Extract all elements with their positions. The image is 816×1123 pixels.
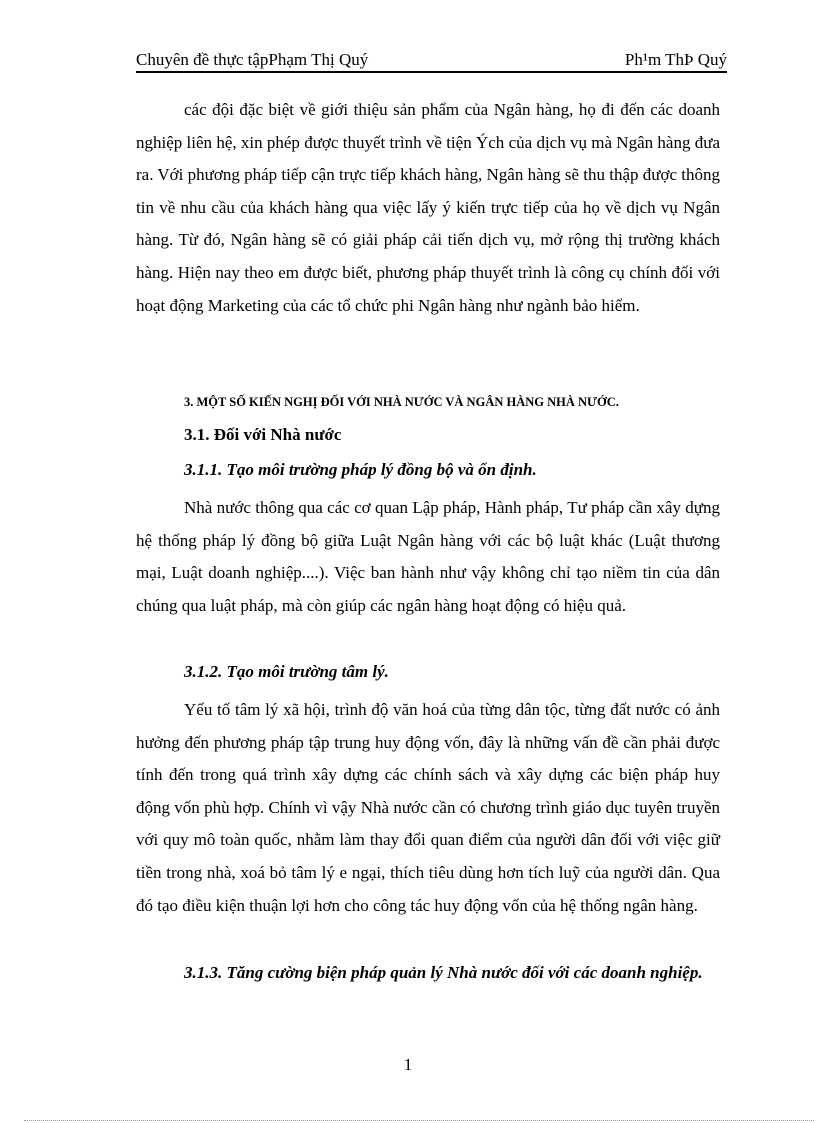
subsection-heading-3-1: 3.1. Đối với Nhà nước — [184, 425, 342, 444]
paragraph-marketing: các đội đặc biệt về giới thiệu sản phẩm của Ngân hàng, họ đi đến các doanh nghiệp liên hệ, xin phép được thuyết trình về tiện Ých của dịch vụ mà Ngân hàng đưa ra. Với phương pháp tiếp cận trực tiếp khách hàng, Ngân hàng sẽ thu thập được thông tin về nhu cầu của khách hàng qua việc lấy ý kiến trực tiếp của họ về dịch vụ Ngân hàng. Từ đó, Ngân hàng sẽ có giải pháp cải tiến dịch vụ, mở rộng thị trường khách hàng. Hiện nay theo em được biết, phương pháp thuyết trình là công cụ chính đối với hoạt động Marketing của các tổ chức phi Ngân hàng như ngành bảo hiểm. — [136, 100, 720, 315]
paragraph-psychology: Yếu tố tâm lý xã hội, trình độ văn hoá của từng dân tộc, từng đất nước có ảnh hưởng đến phương pháp tập trung huy động vốn, đây là những vấn đề cần phải được tính đến trong quá trình xây dựng các chính sách và xây dựng các biện pháp huy động vốn phù hợp. Chính vì vậy Nhà nước cần có chương trình giáo dục tuyên truyền với quy mô toàn quốc, nhằm làm thay đổi quan điểm của người dân đối với việc giữ tiền trong nhà, xoá bỏ tâm lý e ngại, thích tiêu dùng hơn tích luỹ của người dân. Qua đó tạo điều kiện thuận lợi hơn cho công tác huy động vốn của hệ thống ngân hàng. — [136, 700, 720, 915]
header-divider — [136, 71, 727, 73]
footer-dotted-line — [24, 1120, 814, 1121]
subsection-heading-3-1-1: 3.1.1. Tạo môi trường pháp lý đồng bộ và ổn định. — [184, 460, 537, 479]
subsection-heading-3-1-2: 3.1.2. Tạo môi trường tâm lý. — [184, 662, 389, 681]
page-header — [136, 50, 727, 72]
section-heading-3: 3. MỘT SỐ KIẾN NGHỊ ĐỐI VỚI NHÀ NƯỚC VÀ NGÂN HÀNG NHÀ NƯỚC. — [184, 395, 619, 409]
header-right-text: Ph¹m ThÞ Quý — [624, 50, 727, 69]
subsection-heading-3-1-3: 3.1.3. Tăng cường biện pháp quản lý Nhà nước đối với các doanh nghiệp. — [184, 963, 703, 982]
page-number: 1 — [403, 1055, 413, 1074]
header-left-text: Chuyên đề thực tậpPhạm Thị Quý — [136, 50, 369, 69]
paragraph-legal-environment: Nhà nước thông qua các cơ quan Lập pháp, Hành pháp, Tư pháp cần xây dựng hệ thống pháp lý đồng bộ giữa Luật Ngân hàng với các bộ luật khác (Luật thương mại, Luật doanh nghiệp....). Việc ban hành như vậy không chỉ tạo niềm tin của dân chúng qua luật pháp, mà còn giúp các ngân hàng hoạt động có hiệu quả. — [136, 498, 720, 615]
